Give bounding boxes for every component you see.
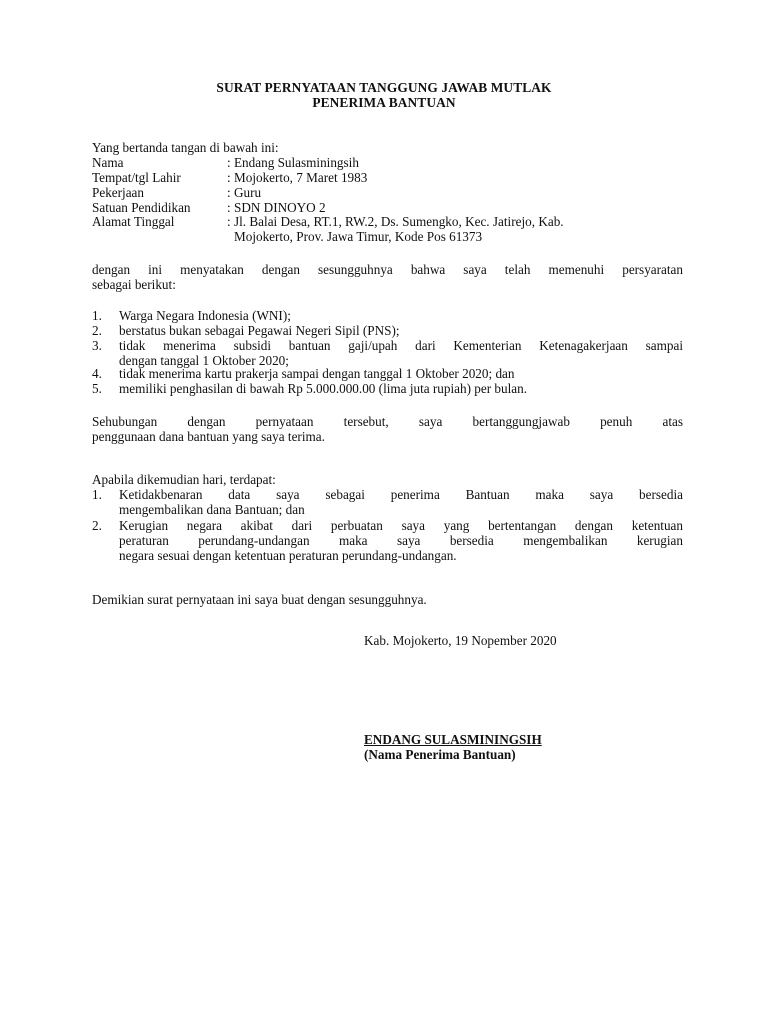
field-label-alamat: Alamat Tinggal <box>92 214 175 229</box>
list-text-line-1: Kerugian negara akibat dari perbuatan saya yang bertentangan dengan ketentuan <box>119 518 683 533</box>
field-separator: : <box>227 200 231 215</box>
field-value-satuan: SDN DINOYO 2 <box>234 200 326 215</box>
list-text-line-3: negara sesuai dengan ketentuan peraturan perundang-undangan. <box>119 548 457 563</box>
title-line-1: SURAT PERNYATAAN TANGGUNG JAWAB MUTLAK <box>216 80 552 95</box>
title-line-2: PENERIMA BANTUAN <box>312 95 456 110</box>
condition-intro: Apabila dikemudian hari, terdapat: <box>92 472 276 487</box>
signer-name: ENDANG SULASMININGSIH <box>364 732 542 747</box>
list-text: Warga Negara Indonesia (WNI); <box>119 308 291 323</box>
field-separator: : <box>227 214 231 229</box>
document-title <box>0 80 768 110</box>
list-text: memiliki penghasilan di bawah Rp 5.000.000.00 (lima juta rupiah) per bulan. <box>119 381 527 396</box>
field-separator: : <box>227 155 231 170</box>
place-date: Kab. Mojokerto, 19 Nopember 2020 <box>364 633 557 648</box>
list-text <box>119 338 683 368</box>
intro-text: Yang bertanda tangan di bawah ini: <box>92 140 279 155</box>
field-value-pekerjaan: Guru <box>234 185 262 200</box>
list-number: 3. <box>92 338 102 353</box>
closing-statement: Demikian surat pernyataan ini saya buat dengan sesungguhnya. <box>92 592 427 607</box>
field-label-nama: Nama <box>92 155 124 170</box>
responsibility-paragraph <box>92 414 683 444</box>
field-label-pekerjaan: Pekerjaan <box>92 185 144 200</box>
list-text-line-2: mengembalikan dana Bantuan; dan <box>119 502 305 517</box>
list-number: 2. <box>92 323 102 338</box>
field-value-nama: Endang Sulasminingsih <box>234 155 359 170</box>
statement-paragraph <box>92 262 683 292</box>
list-text: tidak menerima kartu prakerja sampai dengan tanggal 1 Oktober 2020; dan <box>119 366 515 381</box>
list-number: 1. <box>92 487 102 502</box>
responsibility-line-1: Sehubungan dengan pernyataan tersebut, saya bertanggungjawab penuh atas <box>92 414 683 429</box>
signer-role: (Nama Penerima Bantuan) <box>364 747 516 762</box>
list-text: berstatus bukan sebagai Pegawai Negeri Sipil (PNS); <box>119 323 400 338</box>
responsibility-line-2: penggunaan dana bantuan yang saya terima. <box>92 429 325 444</box>
list-number: 2. <box>92 518 102 533</box>
field-separator: : <box>227 185 231 200</box>
field-label-satuan: Satuan Pendidikan <box>92 200 191 215</box>
list-text-line-2: peraturan perundang-undangan maka saya bersedia mengembalikan kerugian <box>119 533 683 548</box>
list-text-line-1: Ketidakbenaran data saya sebagai penerima Bantuan maka saya bersedia <box>119 487 683 502</box>
list-number: 1. <box>92 308 102 323</box>
list-text <box>119 518 683 563</box>
field-label-ttl: Tempat/tgl Lahir <box>92 170 181 185</box>
statement-line-1: dengan ini menyatakan dengan sesungguhnya bahwa saya telah memenuhi persyaratan <box>92 262 683 277</box>
field-value-alamat-line-2: Mojokerto, Prov. Jawa Timur, Kode Pos 61373 <box>234 229 483 244</box>
statement-line-2: sebagai berikut: <box>92 277 176 292</box>
field-value-ttl: Mojokerto, 7 Maret 1983 <box>234 170 368 185</box>
list-number: 5. <box>92 381 102 396</box>
field-value-alamat-line-1: Jl. Balai Desa, RT.1, RW.2, Ds. Sumengko, Kec. Jatirejo, Kab. <box>234 214 564 229</box>
list-text-line-2: dengan tanggal 1 Oktober 2020; <box>119 353 289 368</box>
list-text <box>119 487 683 517</box>
list-text-line-1: tidak menerima subsidi bantuan gaji/upah dari Kementerian Ketenagakerjaan sampai <box>119 338 683 353</box>
list-number: 4. <box>92 366 102 381</box>
field-separator: : <box>227 170 231 185</box>
